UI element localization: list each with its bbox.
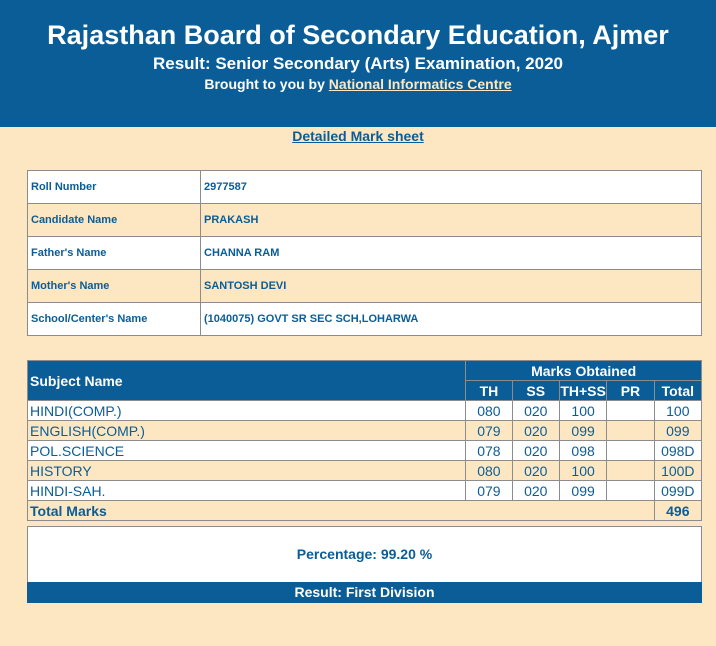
pr-mark [607, 421, 654, 441]
subject-name: HINDI-SAH. [28, 481, 466, 501]
pr-mark [607, 401, 654, 421]
ss-mark: 020 [512, 481, 559, 501]
pr-column-header: PR [607, 381, 654, 401]
subject-name: POL.SCIENCE [28, 441, 466, 461]
info-row [28, 237, 702, 270]
father-name-value: CHANNA RAM [201, 237, 702, 270]
subject-name: HISTORY [28, 461, 466, 481]
nic-link[interactable]: National Informatics Centre [328, 76, 512, 92]
school-name-value: (1040075) GOVT SR SEC SCH,LOHARWA [201, 303, 702, 336]
percentage-text: Percentage: 99.20 % [27, 526, 702, 583]
ss-mark: 020 [512, 401, 559, 421]
father-name-label: Father's Name [28, 237, 201, 270]
subject-row [28, 481, 702, 501]
th-ss-mark: 100 [559, 461, 606, 481]
th-mark: 080 [466, 401, 512, 421]
th-mark: 079 [466, 481, 512, 501]
mother-name-value: SANTOSH DEVI [201, 270, 702, 303]
info-row [28, 303, 702, 336]
info-row [28, 204, 702, 237]
pr-mark [607, 481, 654, 501]
marks-obtained-header: Marks Obtained [466, 361, 702, 381]
th-ss-mark: 100 [559, 401, 606, 421]
roll-number-value: 2977587 [201, 171, 702, 204]
subject-name-header: Subject Name [28, 361, 466, 401]
subject-name: ENGLISH(COMP.) [28, 421, 466, 441]
pr-mark [607, 441, 654, 461]
ss-mark: 020 [512, 441, 559, 461]
info-row [28, 171, 702, 204]
total-mark: 099D [654, 481, 701, 501]
mother-name-label: Mother's Name [28, 270, 201, 303]
ss-mark: 020 [512, 461, 559, 481]
total-mark: 100 [654, 401, 701, 421]
pr-mark [607, 461, 654, 481]
candidate-info-table [27, 170, 702, 336]
brought-prefix: Brought to you by [204, 76, 329, 92]
total-mark: 100D [654, 461, 701, 481]
total-marks-value: 496 [654, 501, 701, 521]
th-ss-mark: 099 [559, 481, 606, 501]
total-marks-row [28, 501, 702, 521]
marks-header-row [28, 361, 702, 381]
ss-column-header: SS [512, 381, 559, 401]
th-ss-mark: 098 [559, 441, 606, 461]
info-row [28, 270, 702, 303]
candidate-name-label: Candidate Name [28, 204, 201, 237]
detailed-mark-sheet-link[interactable]: Detailed Mark sheet [292, 128, 424, 144]
result-banner: Result: First Division [27, 582, 702, 603]
th-ss-column-header: TH+SS [560, 382, 606, 399]
ss-mark: 020 [512, 421, 559, 441]
th-mark: 078 [466, 441, 512, 461]
candidate-name-value: PRAKASH [201, 204, 702, 237]
subject-row [28, 421, 702, 441]
th-ss-mark: 099 [559, 421, 606, 441]
th-column-header: TH [466, 381, 512, 401]
board-title: Rajasthan Board of Secondary Education, Ajmer [47, 20, 669, 50]
subject-row [28, 441, 702, 461]
subject-name: HINDI(COMP.) [28, 401, 466, 421]
marks-table [27, 360, 702, 521]
th-mark: 079 [466, 421, 512, 441]
subject-row [28, 461, 702, 481]
subject-row [28, 401, 702, 421]
exam-subtitle: Result: Senior Secondary (Arts) Examination, 2020 [152, 54, 563, 73]
th-mark: 080 [466, 461, 512, 481]
total-marks-label: Total Marks [28, 501, 655, 521]
brought-by-line [0, 76, 716, 92]
total-mark: 098D [654, 441, 701, 461]
roll-number-label: Roll Number [28, 171, 201, 204]
page-header [0, 0, 716, 127]
total-mark: 099 [654, 421, 701, 441]
school-name-label: School/Center's Name [28, 303, 201, 336]
total-column-header: Total [654, 381, 701, 401]
